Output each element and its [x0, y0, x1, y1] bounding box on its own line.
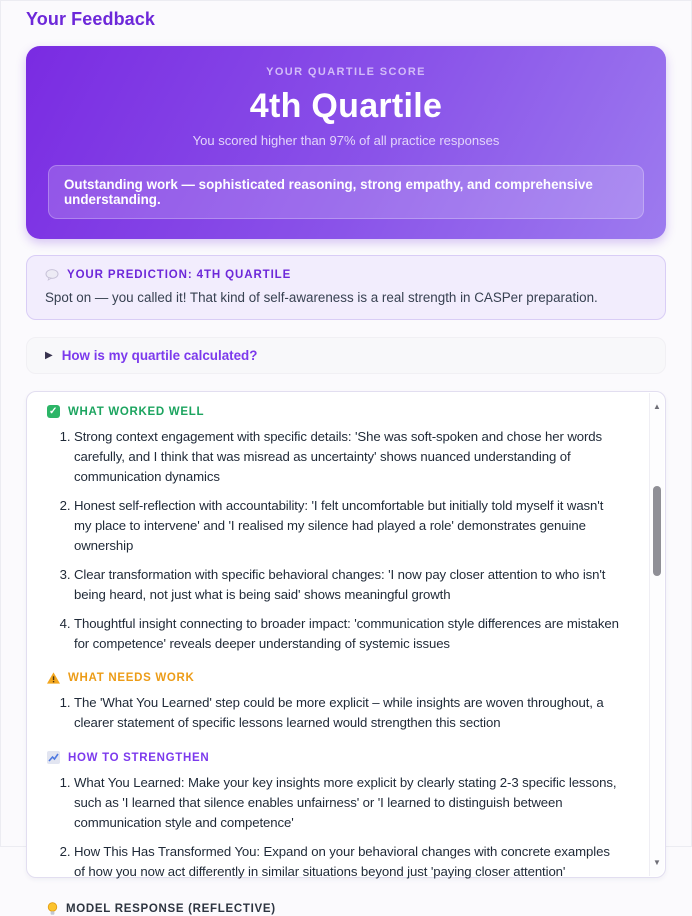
feedback-detail-panel	[26, 391, 666, 915]
needs-work-list	[47, 693, 623, 733]
list-item: 3. Clear transformation with specific behavioral changes: 'I now pay closer attention to who isn't being heard, not just what is being said' shows meaningful growth	[74, 565, 623, 605]
list-item: 1. What You Learned: Make your key insights more explicit by clearly stating 2-3 specific lessons, such as 'I learned that silence enables unfairness' or 'I learned to distinguish between communication style and competence'	[74, 773, 623, 833]
chart-icon	[47, 751, 60, 764]
speech-bubble-icon	[45, 269, 59, 281]
quartile-score-card	[26, 46, 666, 239]
section-title: HOW TO STRENGTHEN	[68, 751, 210, 764]
prediction-heading-row	[45, 269, 647, 281]
lightbulb-icon	[47, 902, 58, 916]
section-title: WHAT WORKED WELL	[68, 405, 205, 418]
worked-well-list	[47, 427, 623, 654]
section-heading-needs-work	[47, 672, 623, 684]
list-item: 1. The 'What You Learned' step could be more explicit – while insights are woven throughout, a clearer statement of specific lessons learned would strengthen this section	[74, 693, 623, 733]
feedback-scroll-content[interactable]	[27, 392, 665, 915]
section-title: MODEL RESPONSE (REFLECTIVE)	[66, 903, 276, 915]
quartile-score-label: YOUR QUARTILE SCORE	[266, 66, 426, 78]
list-item: 1. Strong context engagement with specific details: 'She was soft-spoken and chose her words carefully, and I think that was misread as uncertainty' shows nuanced understanding of communication dynamics	[74, 427, 623, 487]
prediction-heading: YOUR PREDICTION: 4TH QUARTILE	[67, 269, 292, 281]
list-item: 4. Thoughtful insight connecting to broader impact: 'communication style differences are mistaken for competence' reveals deeper understanding of systemic issues	[74, 614, 623, 654]
quartile-calculation-accordion[interactable]	[26, 337, 666, 374]
warning-icon	[47, 672, 60, 684]
section-heading-strengthen	[47, 751, 623, 764]
panel-scrollbar[interactable]	[649, 393, 664, 876]
list-item: 2. Honest self-reflection with accountability: 'I felt uncomfortable but initially told myself it wasn't my place to intervene' and 'I realised my silence had played a role' demonstrates genuine ownership	[74, 496, 623, 556]
accordion-label: How is my quartile calculated?	[61, 348, 258, 363]
quartile-score-value: 4th Quartile	[249, 87, 443, 125]
prediction-box	[26, 255, 666, 320]
section-heading-worked-well	[47, 405, 623, 418]
section-title: WHAT NEEDS WORK	[68, 672, 195, 684]
quartile-score-subtitle: You scored higher than 97% of all practice responses	[192, 133, 500, 148]
strengthen-list	[47, 773, 623, 882]
scrollbar-thumb[interactable]	[653, 486, 661, 576]
feedback-page	[1, 1, 691, 915]
check-icon: ✓	[48, 406, 59, 417]
score-summary-text: Outstanding work — sophisticated reasoning, strong empathy, and comprehensive understanding.	[48, 165, 644, 219]
page-title: Your Feedback	[26, 9, 156, 29]
accordion-arrow-icon: ▶	[45, 349, 53, 361]
list-item: 2. How This Has Transformed You: Expand on your behavioral changes with concrete examples of how you now act differently in similar situations beyond just 'paying closer attention'	[74, 842, 623, 882]
scroll-down-arrow[interactable]: ▼	[653, 858, 661, 867]
section-heading-model-response	[47, 902, 623, 916]
scroll-up-arrow[interactable]: ▲	[653, 402, 661, 411]
prediction-body: Spot on — you called it! That kind of self-awareness is a real strength in CASPer preparation.	[45, 290, 598, 305]
